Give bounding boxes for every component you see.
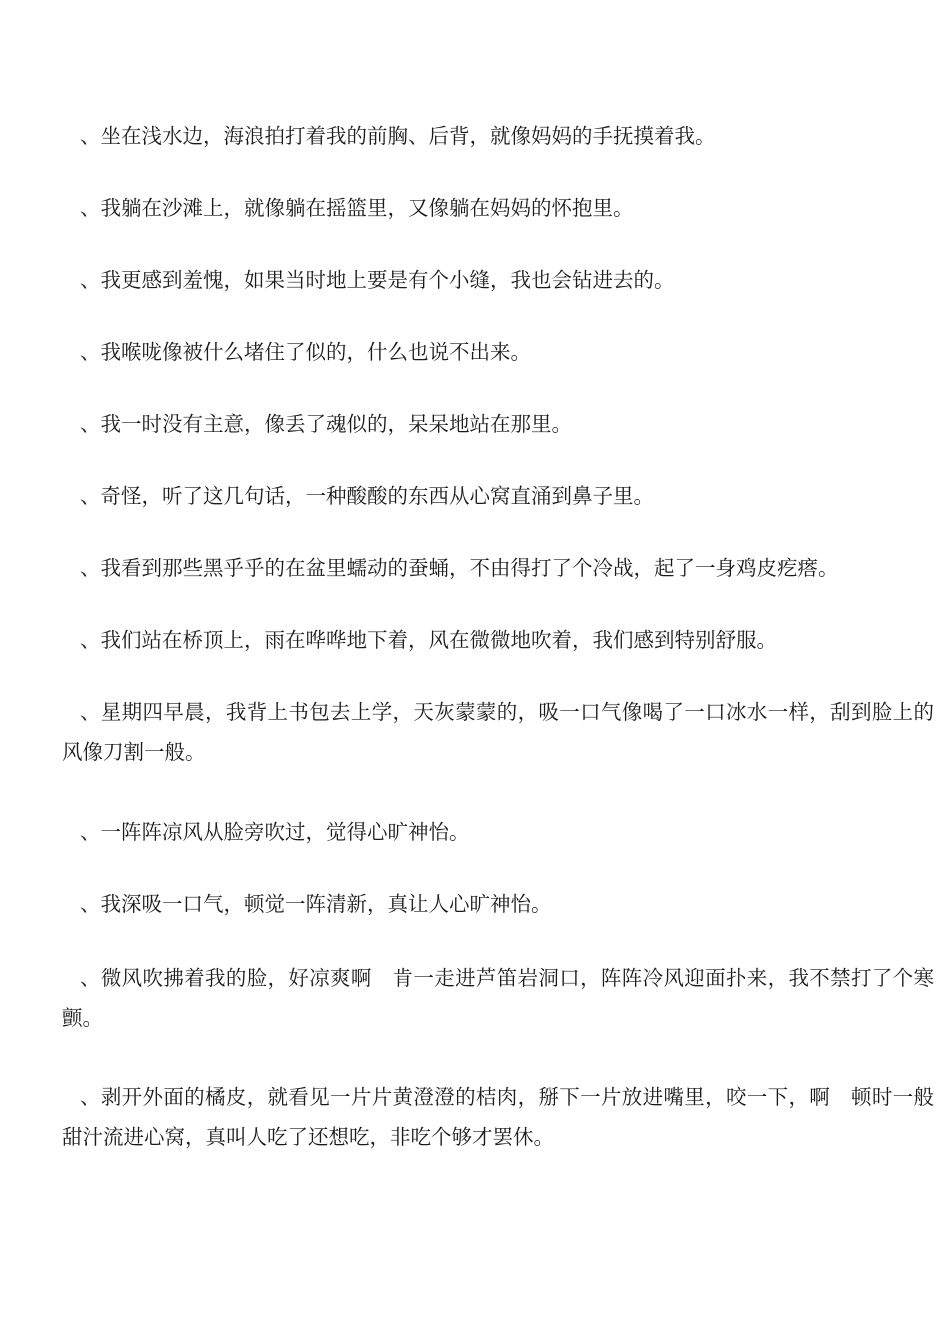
paragraph: 、剥开外面的橘皮，就看见一片片黄澄澄的桔肉，掰下一片放进嘴里，咬一下，啊 顿时一般甜汁流进心窝，真叫人吃了还想吃，非吃个够才罢休。 [62,1085,934,1149]
paragraph: 、星期四早晨，我背上书包去上学，天灰蒙蒙的，吸一口气像喝了一口冰水一样，刮到脸上的风像刀割一般。 [62,700,934,764]
paragraph: 、坐在浅水边，海浪拍打着我的前胸、后背，就像妈妈的手抚摸着我。 [80,124,716,148]
paragraph: 、我更感到羞愧，如果当时地上要是有个小缝，我也会钻进去的。 [80,268,675,292]
paragraph: 、奇怪，听了这几句话，一种酸酸的东西从心窝直涌到鼻子里。 [80,484,654,508]
paragraph: 、我躺在沙滩上，就像躺在摇篮里，又像躺在妈妈的怀抱里。 [80,196,634,220]
paragraph: 、我看到那些黑乎乎的在盆里蠕动的蚕蛹，不由得打了个冷战，起了一身鸡皮疙瘩。 [80,556,839,580]
paragraph: 、我一时没有主意，像丢了魂似的，呆呆地站在那里。 [80,412,572,436]
paragraph: 、微风吹拂着我的脸，好凉爽啊 肯一走进芦笛岩洞口，阵阵冷风迎面扑来，我不禁打了个寒颤。 [62,966,934,1030]
paragraph: 、我喉咙像被什么堵住了似的，什么也说不出来。 [80,340,531,364]
paragraph: 、我深吸一口气，顿觉一阵清新，真让人心旷神怡。 [80,892,552,916]
paragraph: 、一阵阵凉风从脸旁吹过，觉得心旷神怡。 [80,820,470,844]
paragraph: 、我们站在桥顶上，雨在哗哗地下着，风在微微地吹着，我们感到特别舒服。 [80,628,777,652]
